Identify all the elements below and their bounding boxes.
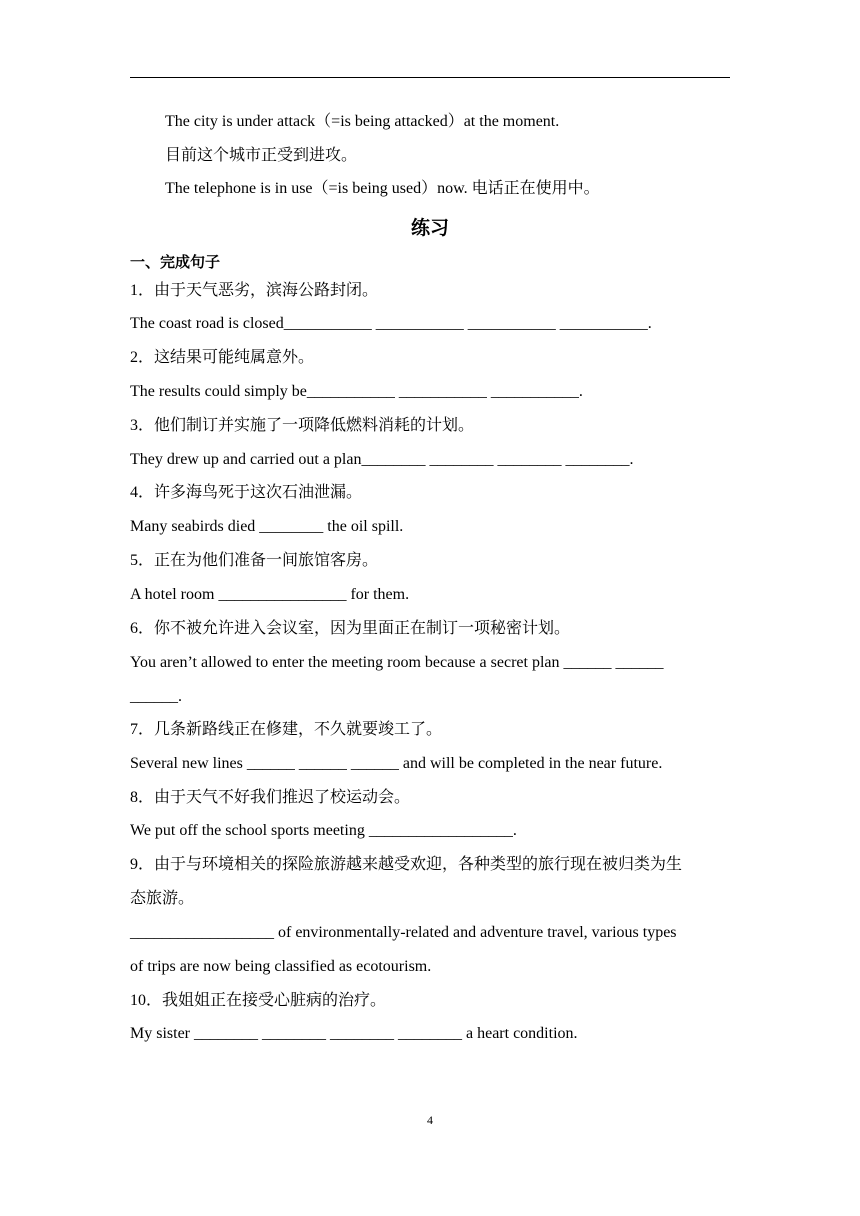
question-8-english: We put off the school sports meeting __________________. <box>130 822 517 839</box>
question-4-chinese: 4．许多海鸟死于这次石油泄漏。 <box>130 484 363 501</box>
intro-example-1: The city is under attack（=is being attacked）at the moment. <box>165 113 560 130</box>
section-heading: 一、完成句子 <box>130 253 221 271</box>
question-3-chinese: 3．他们制订并实施了一项降低燃料消耗的计划。 <box>130 417 475 434</box>
question-2-english: The results could simply be___________ ___________ ___________. <box>130 383 583 400</box>
question-6-english-continued: ______. <box>130 688 182 705</box>
question-6-chinese: 6．你不被允许进入会议室，因为里面正在制订一项秘密计划。 <box>130 620 571 637</box>
question-10-chinese: 10．我姐姐正在接受心脏病的治疗。 <box>130 992 387 1009</box>
question-6-english: You aren’t allowed to enter the meeting room because a secret plan ______ ______ <box>130 654 664 671</box>
question-9-english: __________________ of environmentally-related and adventure travel, various types <box>130 924 677 941</box>
question-2-chinese: 2．这结果可能纯属意外。 <box>130 349 315 366</box>
question-10-english: My sister ________ ________ ________ ________ a heart condition. <box>130 1025 578 1042</box>
question-7-chinese: 7．几条新路线正在修建，不久就要竣工了。 <box>130 721 443 738</box>
exercise-title: 练习 <box>410 217 449 239</box>
question-1-english: The coast road is closed___________ ___________ ___________ ___________. <box>130 315 652 332</box>
question-1-chinese: 1．由于天气恶劣，滨海公路封闭。 <box>130 282 379 299</box>
question-4-english: Many seabirds died ________ the oil spill. <box>130 518 404 535</box>
page-number: 4 <box>427 1113 433 1127</box>
intro-example-2: The telephone is in use（=is being used）now. 电话正在使用中。 <box>165 180 600 197</box>
question-7-english: Several new lines ______ ______ ______ and will be completed in the near future. <box>130 755 663 772</box>
intro-example-1-translation: 目前这个城市正受到进攻。 <box>165 147 358 164</box>
question-8-chinese: 8．由于天气不好我们推迟了校运动会。 <box>130 789 411 806</box>
question-3-english: They drew up and carried out a plan________ ________ ________ ________. <box>130 451 634 468</box>
question-9-chinese: 9．由于与环境相关的探险旅游越来越受欢迎，各种类型的旅行现在被归类为生 <box>130 856 683 873</box>
question-5-chinese: 5．正在为他们准备一间旅馆客房。 <box>130 552 379 569</box>
question-5-english: A hotel room ________________ for them. <box>130 586 410 603</box>
question-9-chinese-continued: 态旅游。 <box>130 890 195 907</box>
question-9-english-continued: of trips are now being classified as ecotourism. <box>130 958 432 975</box>
header-rule <box>130 77 730 78</box>
